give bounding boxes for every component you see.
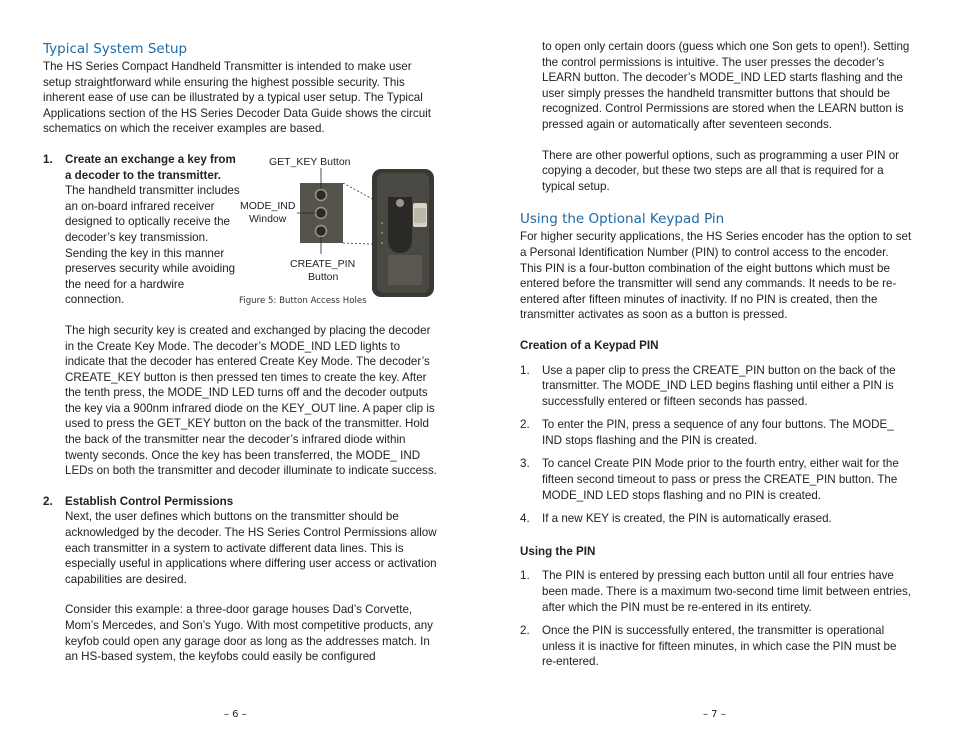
item-text: If a new KEY is created, the PIN is automatically erased.: [542, 512, 832, 526]
list-item: [520, 417, 913, 448]
list-item: [520, 511, 913, 527]
item-number: 2.: [520, 418, 530, 432]
item-paragraph: The high security key is created and exchanged by placing the decoder in the Create Key Mode. The decoder’s MODE_IND LED lights to indicate that the decoder has entered Create Key Mode. The decoder’s CREATE_KEY button is then pressed ten times to create the key. After the tenth press, the MODE_IND LED turns off and the decoder outputs the key via a 900nm infrared diode on the KEY_OUT line. A paper clip is used to press the GET_KEY button on the back of the transmitter. Hold the back of the transmitter near the decoder’s infrared diode within twenty seconds. Once the key has been transferred, the MODE_ IND LEDs on both the transmitter and decoder illuminate to indicate success.: [65, 323, 437, 478]
label-createpin: CREATE_PIN: [290, 258, 356, 270]
list-item-2: [43, 494, 438, 665]
item-title: Establish Control Permissions: [65, 494, 234, 508]
item-number: 1.: [43, 152, 53, 166]
item-number: 2.: [43, 494, 53, 508]
section-heading-keypad-pin: Using the Optional Keypad Pin: [520, 211, 725, 228]
other-options-paragraph: There are other powerful options, such as programming a user PIN or copying a decoder, but these two steps are all that is required for a typical setup.: [542, 148, 900, 193]
item-text: Use a paper clip to press the CREATE_PIN button on the back of the transmitter. The MODE_IND LED begins flashing until either a PIN is successfully entered or fifteen seconds has passed.: [542, 363, 896, 408]
list-item: [520, 623, 913, 670]
item-text: To enter the PIN, press a sequence of any four buttons. The MODE_ IND stops flashing and the PIN is created.: [542, 418, 894, 447]
item-number: 1.: [520, 363, 530, 377]
item-text: The PIN is entered by pressing each button until all four entries have been made. There is a maximum two-second time limit between entries, after which the PIN must be re-entered in its entirety.: [542, 569, 912, 614]
label-window: Window: [249, 213, 287, 225]
list-item: [520, 363, 913, 410]
section-heading-typical-setup: Typical System Setup: [43, 41, 188, 57]
item-text: Once the PIN is successfully entered, the transmitter is operational unless it is inactive for fifteen minutes, in which case the PIN must be re-entered.: [542, 624, 897, 669]
item-paragraph: Consider this example: a three-door garage houses Dad’s Corvette, Mom’s Mercedes, and Son’s Yugo. With most competitive products, any keyfob could open any garage door as long as the addresses match. In an HS-based system, the keyfobs could easily be configured: [65, 603, 433, 664]
item-text: To cancel Create PIN Mode prior to the fourth entry, either wait for the fifteen second timeout to pass or press the CREATE_PIN button. The MODE_IND LED stops flashing and no PIN is created.: [542, 457, 899, 502]
item-number: 1.: [520, 569, 530, 583]
label-getkey: GET_KEY Button: [269, 156, 351, 168]
keypad-intro-paragraph: For higher security applications, the HS Series encoder has the option to set a Personal Identification Number (PIN) to control access to the encoder. This PIN is a four-button combination of the eight buttons which must be entered before the transmitter will send any commands. It needs to be re-entered after fifteen minutes of inactivity. If no PIN is created, then the transmitter activates as soon as a button is pressed.: [520, 230, 912, 322]
label-modeind: MODE_IND: [240, 200, 296, 212]
item-number: 2.: [520, 624, 530, 638]
list-item: [520, 568, 913, 615]
left-column: [43, 40, 438, 665]
intro-paragraph: The HS Series Compact Handheld Transmitter is intended to make user setup straightforward while ensuring the highest possible security. This inherent ease of use can be illustrated by a typical user setup. The Typical Applications section of the HS Series Decoder Data Guide shows the circuit schematics on which the receiver examples are based.: [43, 60, 431, 136]
transmitter-photo: [238, 153, 438, 313]
item-body: The handheld transmitter includes an on-board infrared receiver designed to optically receive the decoder’s key transmission. Sending the key in this manner preserves security while avoiding the need for a hardwire connection.: [65, 184, 240, 307]
creation-subheading: Creation of a Keypad PIN: [520, 338, 659, 352]
list-item: [520, 456, 913, 503]
label-button: Button: [308, 271, 339, 283]
item-number: 4.: [520, 512, 530, 526]
figure-caption: Figure 5: Button Access Holes: [239, 296, 367, 306]
item-title: Create an exchange a key from a decoder to the transmitter.: [65, 152, 236, 182]
using-subheading: Using the PIN: [520, 544, 596, 558]
continued-paragraph: to open only certain doors (guess which one Son gets to open!). Setting the control permissions is intuitive. The user presses the decoder’s LEARN button. The decoder’s MODE_IND LED starts flashing and the user simply presses the handheld transmitter buttons that should be recognized. Control Permissions are stored when the LEARN button is pressed again or automatically after seventeen seconds.: [542, 40, 910, 131]
figure-button-access: [238, 153, 438, 313]
page-number-right: – 7 –: [703, 709, 726, 720]
creation-list: [520, 363, 913, 527]
page-number-left: – 6 –: [224, 709, 247, 720]
item-number: 3.: [520, 457, 530, 471]
item-body: Next, the user defines which buttons on the transmitter should be acknowledged by the decoder. The HS Series Control Permissions allow each transmitter in a system to activate different data lines. This is especially useful in applications where differing user access or activation capabilities are desired.: [65, 510, 437, 586]
right-column: [520, 39, 913, 670]
